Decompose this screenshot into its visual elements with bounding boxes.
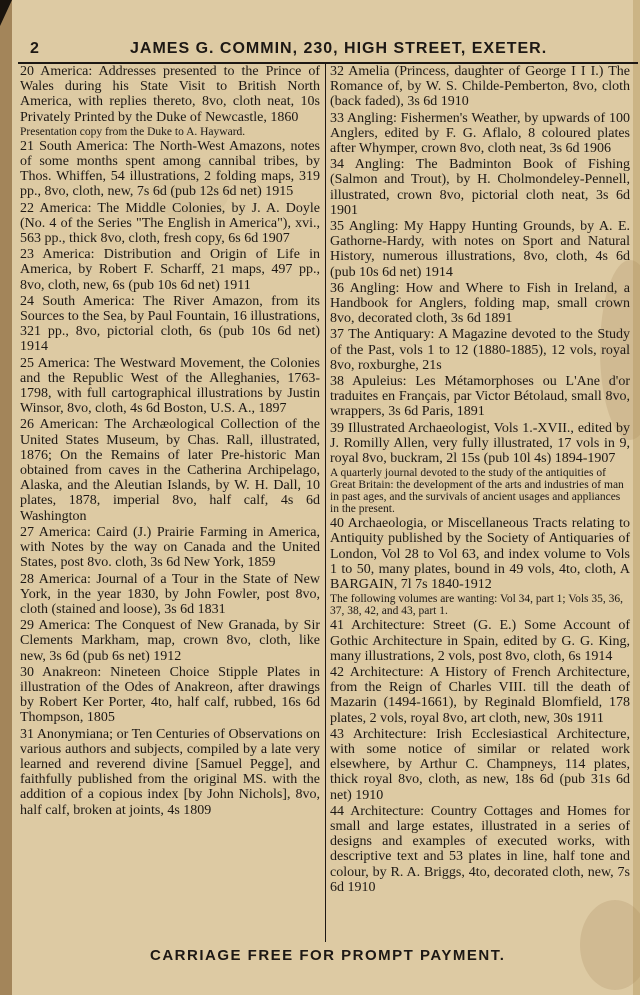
entry-text: 37 The Antiquary: A Magazine devoted to the Study of the Past, vols 1 to 12 (1880-1885), 12 vols, royal 8vo, roxburghe, 21s bbox=[330, 327, 630, 373]
page-number: 2 bbox=[30, 40, 40, 57]
catalogue-entry bbox=[330, 665, 630, 726]
entry-text: 24 South America: The River Amazon, from its Sources to the Sea, by Paul Fountain, 16 illustrations, 321 pp., 8vo, pictorial cloth, 6s (pub 10s 6d net) 1914 bbox=[20, 293, 320, 355]
running-title: JAMES G. COMMIN, 230, HIGH STREET, EXETER. bbox=[130, 40, 548, 57]
entry-text: 33 Angling: Fishermen's Weather, by upwards of 100 Anglers, edited by F. G. Aflalo, 8 coloured plates after Whymper, crown 8vo, cloth neat, 3s 6d 1906 bbox=[330, 110, 630, 157]
entry-text: 36 Angling: How and Where to Fish in Ireland, a Handbook for Anglers, folding map, small crown 8vo, decorated cloth, 3s 6d 1891 bbox=[330, 280, 630, 327]
entry-text: 44 Architecture: Country Cottages and Homes for small and large estates, illustrated in a series of designs and examples of executed works, with descriptive text and 53 plates in line, half tone and colour, by R. A. Briggs, 4to, decorated cloth, new, 7s 6d 1910 bbox=[330, 803, 630, 895]
catalogue-entry bbox=[20, 139, 320, 200]
catalogue-entry bbox=[20, 356, 320, 417]
entry-note: Presentation copy from the Duke to A. Hayward. bbox=[20, 125, 246, 138]
page-header bbox=[30, 40, 630, 62]
catalogue-entry bbox=[20, 64, 320, 138]
catalogue-entry bbox=[330, 804, 630, 895]
catalogue-entry bbox=[20, 665, 320, 726]
entry-note: The following volumes are wanting: Vol 34, part 1; Vols 35, 36, 37, 38, 42, and 43, part 1. bbox=[330, 593, 624, 618]
catalogue-entry bbox=[20, 727, 320, 818]
right-column bbox=[330, 64, 630, 896]
entry-text: 22 America: The Middle Colonies, by J. A. Doyle (No. 4 of the Series "The English in America"), xvi., 563 pp., thick 8vo, cloth, fresh copy, 6s 6d 1907 bbox=[20, 200, 320, 247]
entry-text: 41 Architecture: Street (G. E.) Some Account of Gothic Architecture in Spain, edited by G. G. King, many illustrations, 2 vols, post 8vo, cloth, 6s 1914 bbox=[330, 618, 630, 664]
entry-text: 26 American: The Archæological Collection of the United States Museum, by Chas. Rall, illustrated, 1876; On the Remains of later Pre-historic Man obtained from caves in the Catherina Archipelago, Alaska, and the Aleutian Islands, by W. H. Dall, 10 plates, 1878, imperial 8vo, half calf, 4s 6d Washington bbox=[20, 417, 320, 524]
entry-text: 30 Anakreon: Nineteen Choice Stipple Plates in illustration of the Odes of Anakreon, after drawings by Robert Ker Porter, 4to, half calf, rubbed, 16s 6d Thompson, 1805 bbox=[20, 664, 320, 726]
entry-text: 28 America: Journal of a Tour in the State of New York, in the year 1830, by John Fowler, post 8vo, cloth (stained and loose), 3s 6d 1831 bbox=[20, 571, 320, 617]
catalogue-entry bbox=[330, 219, 630, 280]
catalogue-entry bbox=[20, 417, 320, 523]
catalogue-entry bbox=[330, 516, 630, 617]
catalogue-entry bbox=[20, 294, 320, 355]
footer-notice: CARRIAGE FREE FOR PROMPT PAYMENT. bbox=[150, 947, 506, 964]
entry-text: 40 Archaeologia, or Miscellaneous Tracts relating to Antiquity published by the Society of Antiquaries of London, Vol 28 to Vol 63, and index volume to Vols 1 to 50, many plates, bound in 49 vols, 4to, cloth, A BARGAIN, 7l 7s 1840-1912 bbox=[330, 516, 630, 593]
catalogue-entry bbox=[330, 327, 630, 373]
entry-text: 38 Apuleius: Les Métamorphoses ou L'Ane d'or traduites en Français, par Victor Bétolaud, small 8vo, wrappers, 3s 6d Paris, 1891 bbox=[330, 374, 630, 420]
left-column bbox=[20, 64, 320, 819]
page-right-edge bbox=[633, 0, 640, 995]
entry-text: 29 America: The Conquest of New Granada, by Sir Clements Markham, map, crown 8vo, cloth, like new, 3s 6d (pub 6s net) 1912 bbox=[20, 618, 320, 664]
entry-text: 34 Angling: The Badminton Book of Fishing (Salmon and Trout), by H. Cholmondeley-Pennell, illustrated, crown 8vo, pictorial cloth neat, 3s 6d 1901 bbox=[330, 157, 630, 218]
entry-text: 31 Anonymiana; or Ten Centuries of Observations on various authors and subjects, compiled by a late very learned and reverend divine [Samuel Pegge], and faithfully published from the original MS. with the addition of a copious index [by John Nichols], 8vo, half calf, broken at joints, 4s 1809 bbox=[20, 726, 320, 818]
page-left-edge bbox=[0, 0, 12, 995]
entry-text: 21 South America: The North-West Amazons, notes of some months spent among cannibal tribes, by Thos. Whiffen, 54 illustrations, 2 folding maps, 319 pp., 8vo, cloth, new, 7s 6d (pub 12s 6d net) 1915 bbox=[20, 138, 320, 200]
catalogue-entry bbox=[20, 201, 320, 247]
catalogue-entry bbox=[20, 247, 320, 293]
entry-text: 25 America: The Westward Movement, the Colonies and the Republic West of the Alleghanies, 1763-1798, with full cartographical illustrations by Justin Winsor, 8vo, cloth, 4s 6d Boston, U.S. A., 1897 bbox=[20, 355, 320, 417]
catalogue-entry bbox=[330, 421, 630, 516]
catalogue-entry bbox=[20, 572, 320, 618]
catalogue-entry bbox=[330, 618, 630, 664]
catalogue-entry bbox=[330, 281, 630, 327]
catalogue-entry bbox=[330, 64, 630, 110]
entry-text: 42 Architecture: A History of French Architecture, from the Reign of Charles VIII. till the death of Mazarin (1494-1661), by Reginald Blomfield, 178 plates, 2 vols, royal 8vo, art cloth, new, 30s 1911 bbox=[330, 664, 630, 726]
entry-text: 39 Illustrated Archaeologist, Vols 1.-XVII., edited by J. Romilly Allen, very fully illustrated, 17 vols in 9, royal 8vo, buckram, 2l 15s (pub 10l 4s) 1894-1907 bbox=[330, 420, 630, 467]
entry-note: A quarterly journal devoted to the study of the antiquities of Great Britain: the development of the arts and industries of man in past ages, and the survivals of ancient usages and appliances in the present. bbox=[330, 467, 624, 516]
column-divider bbox=[325, 64, 326, 942]
catalogue-entry bbox=[330, 727, 630, 803]
entry-text: 27 America: Caird (J.) Prairie Farming in America, with Notes by the way on Canada and the United States, post 8vo. cloth, 3s 6d New York, 1859 bbox=[20, 524, 320, 571]
torn-corner bbox=[0, 0, 12, 26]
catalogue-entry bbox=[330, 374, 630, 420]
catalogue-entry bbox=[330, 157, 630, 218]
entry-text: 43 Architecture: Irish Ecclesiastical Architecture, with some notice of similar or related work elsewhere, by Arthur C. Champneys, 114 plates, thick royal 8vo, cloth, as new, 18s 6d (pub 31s 6d net) 1910 bbox=[330, 726, 630, 803]
entry-text: 23 America: Distribution and Origin of Life in America, by Robert F. Scharff, 21 maps, 497 pp., 8vo, cloth, new, 6s (pub 10s 6d net) 1911 bbox=[20, 247, 320, 293]
entry-text: 35 Angling: My Happy Hunting Grounds, by A. E. Gathorne-Hardy, with notes on Sport and Natural History, numerous illustrations, 8vo, cloth, 4s 6d (pub 10s 6d net) 1914 bbox=[330, 219, 630, 280]
catalogue-entry bbox=[330, 111, 630, 157]
catalogue-entry bbox=[20, 618, 320, 664]
catalogue-entry bbox=[20, 525, 320, 571]
entry-text: 20 America: Addresses presented to the Prince of Wales during his State Visit to British North America, with replies thereto, 8vo, cloth neat, 10s Privately Printed by the Duke of Newcastle, 1860 bbox=[20, 64, 320, 125]
entry-text: 32 Amelia (Princess, daughter of George I I I.) The Romance of, by W. S. Childe-Pemberton, 8vo, cloth (back faded), 3s 6d 1910 bbox=[330, 64, 630, 110]
